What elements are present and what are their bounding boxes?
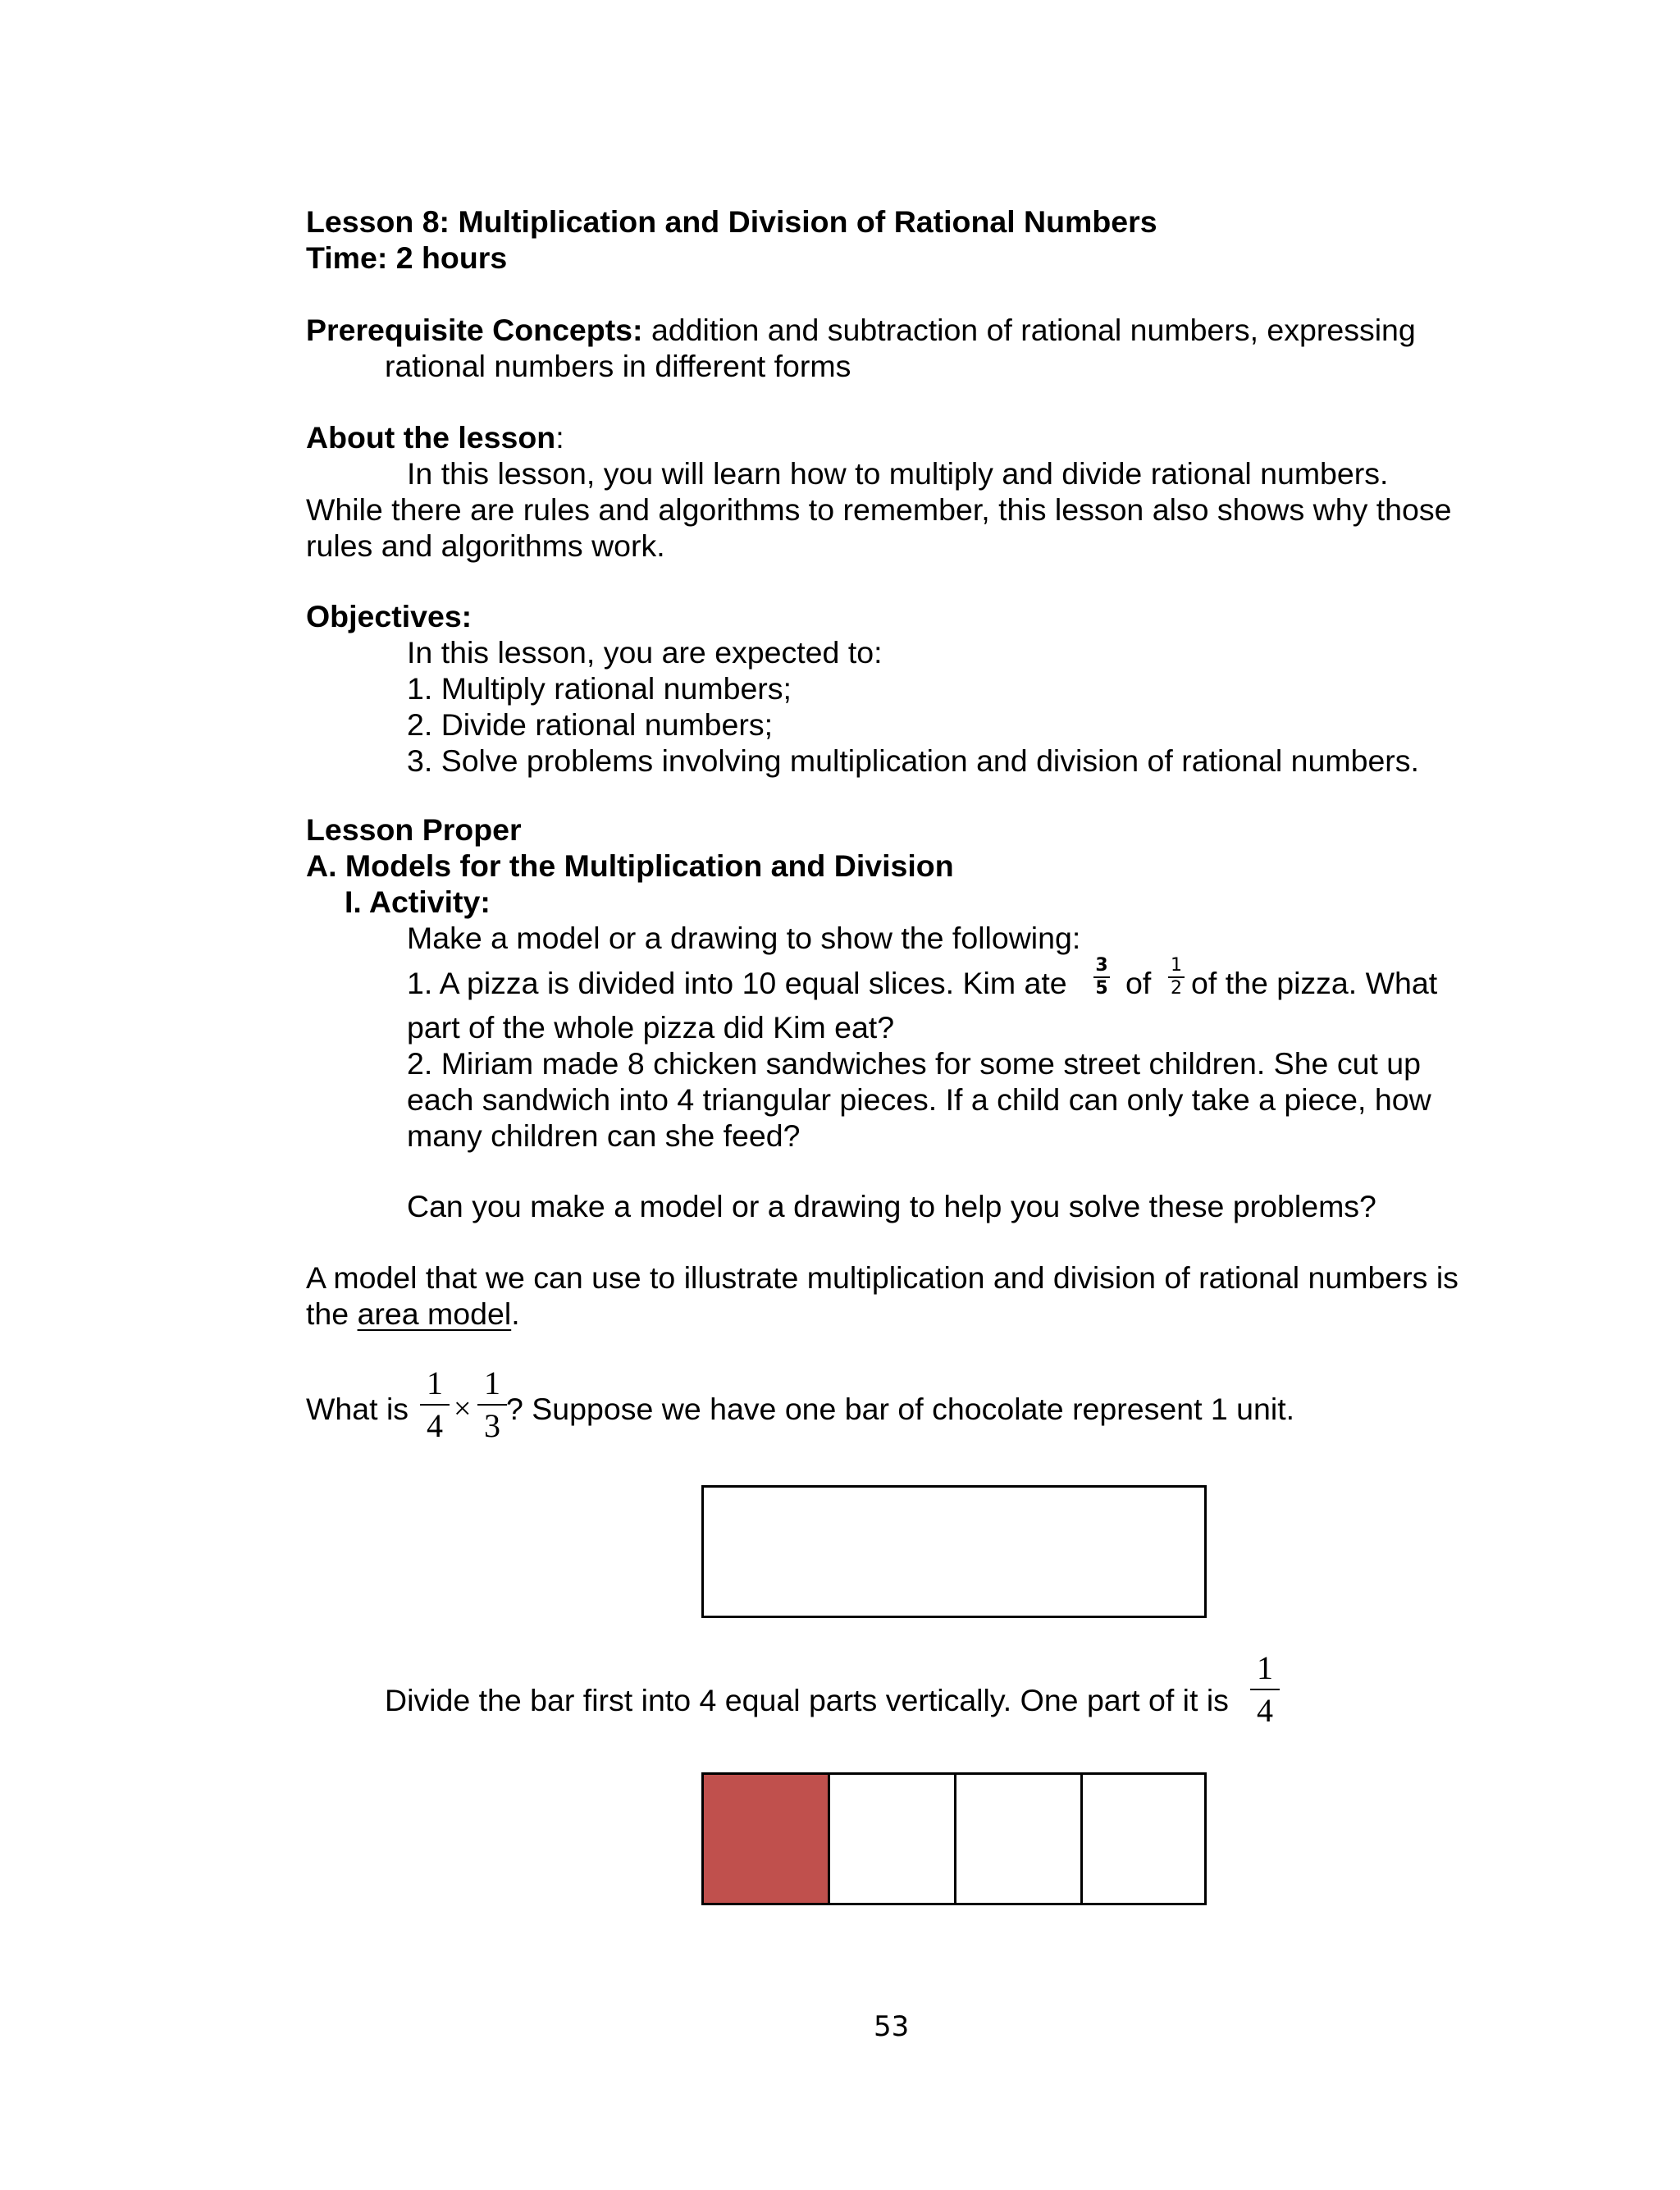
lesson-title: Lesson 8: Multiplication and Division of Rational Numbers	[306, 204, 1157, 239]
fraction-three-fifths	[1093, 956, 1111, 999]
fraction-denominator: 2	[1171, 978, 1182, 999]
prerequisite-line2: rational numbers in different forms	[385, 349, 851, 383]
fraction-bar	[1250, 1689, 1280, 1690]
problem1-of: of	[1125, 966, 1152, 1000]
fraction-numerator: 1	[1257, 1649, 1273, 1686]
about-line1: In this lesson, you will learn how to multiply and divide rational numbers.	[407, 456, 1389, 491]
area-model-line2	[306, 1296, 520, 1332]
problem1-part1: 1. A pizza is divided into 10 equal slices. Kim ate	[407, 966, 1067, 1000]
problem1-part2: of the pizza. What	[1191, 966, 1438, 1000]
fraction-numerator: 3	[1095, 955, 1108, 976]
page-number: 53	[874, 2010, 910, 2043]
fraction-one-half	[1167, 956, 1185, 999]
about-colon: :	[555, 420, 564, 455]
lesson-proper-label: Lesson Proper	[306, 812, 522, 847]
fraction-denominator: 4	[1257, 1692, 1273, 1729]
objectives-label: Objectives:	[306, 599, 472, 633]
bar-part	[828, 1772, 956, 1905]
prerequisite-text: addition and subtraction of rational numbers, expressing	[642, 313, 1416, 347]
about-label: About the lesson	[306, 420, 556, 455]
bar-part	[1080, 1772, 1207, 1905]
fraction-numerator: 1	[427, 1365, 443, 1401]
area-model-suffix: .	[511, 1296, 520, 1331]
prerequisite-line1	[306, 312, 1416, 348]
objective-item: 3. Solve problems involving multiplication and division of rational numbers.	[407, 743, 1419, 778]
fraction-one-fourth	[1249, 1651, 1281, 1728]
objective-item: 1. Multiply rational numbers;	[407, 671, 792, 706]
bar-part-shaded	[701, 1772, 830, 1905]
chocolate-bar-divided	[701, 1772, 1207, 1905]
objectives-intro: In this lesson, you are expected to:	[407, 635, 883, 670]
area-model-prefix: the	[306, 1296, 358, 1331]
problem2-line3: many children can she feed?	[407, 1118, 801, 1153]
chocolate-bar-whole	[701, 1485, 1207, 1618]
model-question: Can you make a model or a drawing to help you solve these problems?	[407, 1189, 1376, 1223]
lesson-time: Time: 2 hours	[306, 240, 508, 275]
prerequisite-label: Prerequisite Concepts:	[306, 313, 643, 347]
times-sign: ×	[454, 1392, 472, 1426]
fraction-numerator: 1	[1171, 955, 1182, 976]
about-heading	[306, 419, 564, 455]
what-is-suffix: ? Suppose we have one bar of chocolate represent 1 unit.	[506, 1392, 1295, 1426]
section-a-heading: A. Models for the Multiplication and Division	[306, 848, 954, 883]
problem2-line1: 2. Miriam made 8 chicken sandwiches for some street children. She cut up	[407, 1046, 1421, 1081]
activity-instruction: Make a model or a drawing to show the following:	[407, 921, 1081, 955]
fraction-one-fourth	[418, 1366, 451, 1443]
divide-instruction: Divide the bar first into 4 equal parts vertically. One part of it is	[385, 1683, 1229, 1717]
fraction-denominator: 4	[427, 1407, 443, 1444]
area-model-line1: A model that we can use to illustrate multiplication and division of rational numbers is	[306, 1260, 1459, 1295]
area-model-term: area model	[357, 1296, 512, 1331]
fraction-bar	[477, 1404, 507, 1406]
activity-heading: I. Activity:	[345, 885, 491, 919]
fraction-denominator: 3	[484, 1407, 500, 1444]
fraction-numerator: 1	[484, 1365, 500, 1401]
bar-part	[954, 1772, 1083, 1905]
problem1-line2: part of the whole pizza did Kim eat?	[407, 1010, 895, 1045]
fraction-bar	[420, 1404, 450, 1406]
fraction-denominator: 5	[1095, 978, 1108, 999]
objective-item: 2. Divide rational numbers;	[407, 707, 774, 742]
about-line2: While there are rules and algorithms to remember, this lesson also shows why those	[306, 492, 1452, 527]
about-line3: rules and algorithms work.	[306, 528, 665, 563]
problem2-line2: each sandwich into 4 triangular pieces. If a child can only take a piece, how	[407, 1082, 1431, 1117]
fraction-one-third	[476, 1366, 509, 1443]
what-is-prefix: What is	[306, 1392, 409, 1426]
